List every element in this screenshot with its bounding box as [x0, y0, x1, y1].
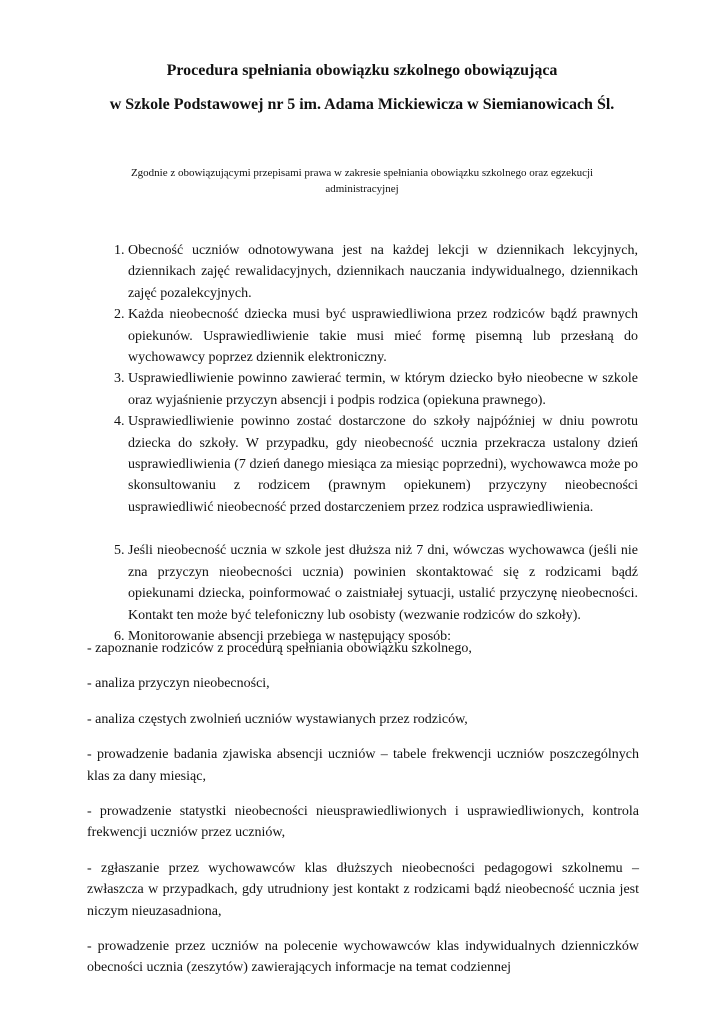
procedure-item-5: 5. Jeśli nieobecność ucznia w szkole jest dłuższa niż 7 dni, wówczas wychowawca (jeśli nie zna przyczyn nieobecności ucznia) powinien skontaktować się z rodzicami bądź opiekunami dziecka, poinformować o zaistniałej sytuacji, ustalić przyczynę nieobecności. Kontakt ten może być telefoniczny lub osobisty (wezwanie rodziców do szkoły).	[128, 540, 638, 626]
monitoring-item: - prowadzenie przez uczniów na polecenie wychowawców klas indywidualnych dzienniczków obecności ucznia (zeszytów) zawierających informacje na temat codziennej	[87, 939, 639, 976]
document-title-line-1: Procedura spełniania obowiązku szkolnego obowiązująca	[166, 62, 558, 79]
monitoring-list	[87, 638, 639, 993]
monitoring-item: - analiza częstych zwolnień uczniów wystawianych przez rodziców,	[87, 711, 468, 727]
procedure-item-1: 1. Obecność uczniów odnotowywana jest na każdej lekcji w dziennikach lekcyjnych, dziennikach zajęć rewalidacyjnych, dziennikach nauczania indywidualnego, dziennikach zajęć pozalekcyjnych.	[128, 240, 638, 304]
procedure-list	[90, 240, 638, 647]
monitoring-item: - zapoznanie rodziców z procedurą spełniania obowiązku szkolnego,	[87, 641, 472, 656]
document-title-line-2: w Szkole Podstawowej nr 5 im. Adama Mickiewicza w Siemianowicach Śl.	[109, 96, 615, 113]
monitoring-item: - analiza przyczyn nieobecności,	[87, 676, 270, 692]
monitoring-item: - prowadzenie statystki nieobecności nieusprawiedliwionych i usprawiedliwionych, kontrola frekwencji uczniów przez uczniów,	[87, 804, 639, 841]
monitoring-item: - zgłaszanie przez wychowawców klas dłuższych nieobecności pedagogowi szkolnemu – zwłaszcza w przypadkach, gdy utrudniony jest kontakt z rodzicami bądź nieobecność ucznia jest niczym nieuzasadniona,	[87, 860, 639, 919]
procedure-item-3: 3. Usprawiedliwienie powinno zawierać termin, w którym dziecko było nieobecne w szkole oraz wyjaśnienie przyczyn absencji i podpis rodzica (opiekuna prawnego).	[128, 368, 638, 411]
monitoring-item: - prowadzenie badania zjawiska absencji uczniów – tabele frekwencji uczniów poszczególnych klas za dany miesiąc,	[87, 747, 639, 784]
document-intro: Zgodnie z obowiązującymi przepisami prawa w zakresie spełniania obowiązku szkolnego oraz egzekucji administracyjnej	[130, 167, 594, 195]
procedure-item-4: 4. Usprawiedliwienie powinno zostać dostarczone do szkoły najpóźniej w dniu powrotu dziecka do szkoły. W przypadku, gdy nieobecność ucznia przekracza ustalony dzień usprawiedliwienia (7 dzień danego miesiąca za miesiąc poprzedni), wychowawca może po skonsultowaniu z rodzicem (prawnym opiekunem) przyczyny nieobecności usprawiedliwić nieobecność przed dostarczeniem przez rodzica usprawiedliwienia.	[128, 411, 638, 518]
procedure-item-6: 6. Monitorowanie absencji przebiega w następujący sposób:	[128, 626, 638, 647]
procedure-item-2: 2. Każda nieobecność dziecka musi być usprawiedliwiona przez rodziców bądź prawnych opiekunów. Usprawiedliwienie takie musi mieć formę pisemną lub przesłaną do wychowawcy poprzez dziennik elektroniczny.	[128, 304, 638, 368]
